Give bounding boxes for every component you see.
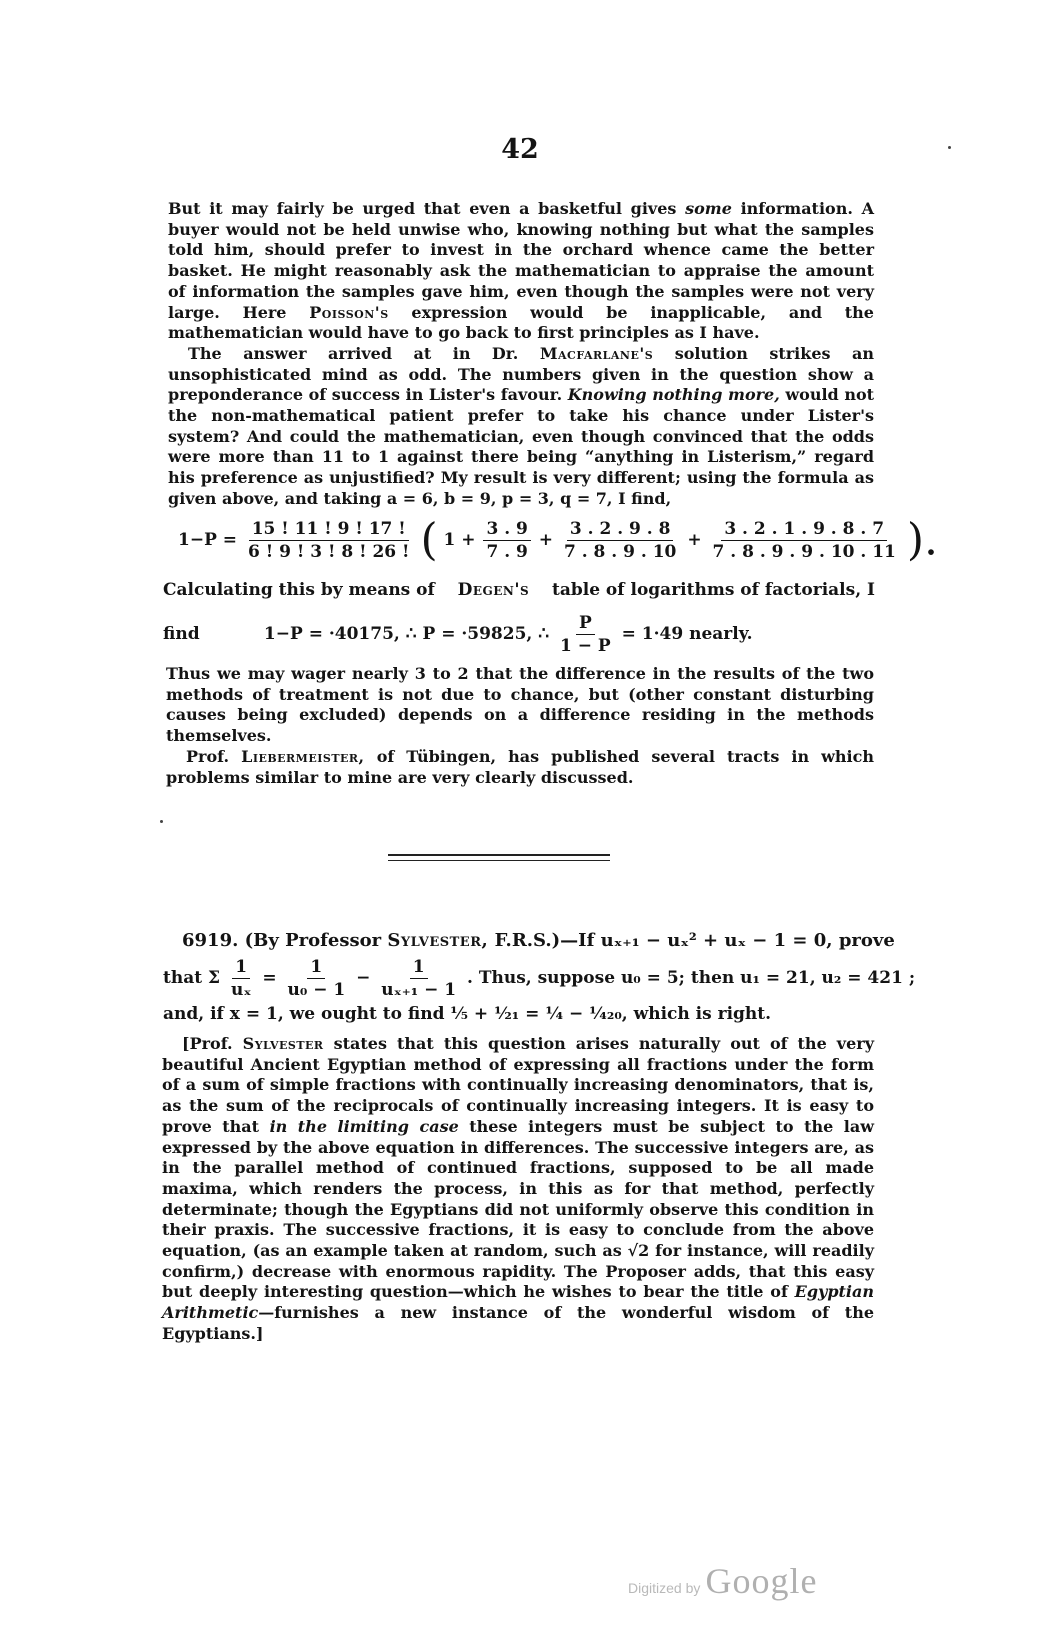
odds-fraction — [557, 612, 614, 657]
para4-text-b: of Tübingen, has published several tracts in which problems similar to mine are very clearly discussed. — [166, 746, 875, 787]
find-word: find — [163, 624, 200, 644]
problem-header — [182, 930, 895, 951]
section-divider-thin — [388, 860, 610, 861]
para2-emphasis: Knowing nothing more, — [567, 385, 780, 405]
poisson-name: Poisson's — [309, 302, 389, 322]
first-reciprocal — [284, 956, 348, 1001]
second-reciprocal-denominator: uₓ₊₁ − 1 — [381, 980, 457, 1000]
calc-text-b: table of logarithms of factorials, I — [551, 580, 875, 600]
eq1-term2-denominator: 7 . 8 . 9 . 10 — [563, 542, 677, 562]
sum-minus: − — [356, 968, 371, 988]
eq1-term3-numerator: 3 . 2 . 1 . 9 . 8 . 7 — [721, 518, 887, 541]
scan-speck — [948, 146, 951, 149]
section-divider — [388, 854, 610, 856]
scan-speck — [160, 820, 163, 823]
para5-emphasis-2: Egyptian Arithmetic — [162, 1282, 874, 1323]
sylvester-name: Sylvester, — [387, 930, 489, 951]
eq1-term1-numerator: 3 . 9 — [483, 518, 530, 541]
para5-text-b: states that this question arises naturally out of the very beautiful Ancient Egyptian method of expressing all fractions under the form of a sum of simple fractions with continually increasing denominators, that is, as the sum of the reciprocals of continually increasing integers. It is easy to prove that — [162, 1034, 874, 1136]
equation-one-minus-p — [178, 514, 938, 566]
sylvester-name-2: Sylvester — [242, 1034, 324, 1053]
para2-text-c: would not the non-mathematical patient prefer to take his chance under Lister's system? And could the mathematician, even though convinced that the odds were more than 11 to 1 against there being “anything in Listerism,” regard his preference as unjustified? My result is very different; using the formula as given above, and taking a = 6, b = 9, p = 3, q = 7, I find, — [168, 385, 875, 508]
second-reciprocal-numerator: 1 — [410, 956, 428, 979]
eq1-left-paren: ( — [420, 514, 438, 566]
problem-number: 6919. — [182, 930, 239, 951]
para1-emphasis: some — [685, 199, 732, 218]
eq1-factorial-fraction — [245, 518, 413, 563]
eq1-term3 — [709, 518, 898, 563]
problem-text-b: F.R.S.)—If uₓ₊₁ − uₓ² + uₓ − 1 = 0, prove — [494, 930, 895, 951]
para4-text-a: Prof. — [186, 746, 230, 766]
para5-text-c: these integers must be subject to the law expressed by the above equation in differences. The successive integers are, as in the parallel method of continued fractions, supposed to be all made maxima, which renders the process, in this as for that method, perfectly determinate; though the Egyptians did not uniformly observe this condition in their praxis. The successive fractions, it is easy to conclude from the above equation, (as an example taken at random, such as √2 for instance, will readily confirm,) decrease with enormous rapidity. The Proposer adds, that this easy but deeply interesting question—which he wishes to bear the title of — [162, 1116, 875, 1302]
liebermeister-name: Liebermeister, — [241, 746, 365, 766]
first-reciprocal-denominator: u₀ − 1 — [287, 980, 346, 1000]
eq1-lhs: 1−P = — [178, 530, 238, 550]
find-values: 1−P = ·40175, ∴ P = ·59825, ∴ — [263, 624, 550, 644]
sum-fraction — [228, 956, 254, 1001]
second-reciprocal — [378, 956, 459, 1001]
that-sigma: that Σ — [163, 968, 221, 988]
problem-text-d: and, if x = 1, we ought to find ⅕ + ¹⁄₂₁ = ¼ − ¹⁄₄₂₀, which is right. — [163, 1004, 772, 1024]
para1-text-b: information. A buyer would not be held unwise who, knowing nothing but what the samples told him, should prefer to invest in the orchard whence came the better basket. He might reasonably ask the mathematician to appraise the amount of information the samples gave him, even though the samples were not very large. Here — [168, 199, 874, 322]
para1-text-c: expression would be inapplicable, and the mathematician would have to go back to first principles as I have. — [168, 302, 874, 343]
paragraph-egyptian — [162, 1034, 874, 1345]
calculation-line — [163, 580, 875, 600]
find-result: = 1·49 nearly. — [621, 624, 753, 644]
calc-text-a: Calculating this by means of — [163, 580, 435, 600]
odds-numerator: P — [576, 612, 595, 635]
eq1-plus-2: + — [687, 530, 702, 550]
google-logo: Google — [705, 1561, 818, 1601]
sum-equals: = — [262, 968, 277, 988]
digitized-by-text: Digitized by — [628, 1580, 701, 1596]
eq1-term2 — [561, 518, 679, 563]
first-reciprocal-numerator: 1 — [307, 956, 325, 979]
problem-example-line — [163, 1004, 771, 1024]
problem-sum-formula — [163, 956, 915, 1001]
paragraph-basketful — [168, 199, 874, 510]
sum-denominator: uₓ — [230, 980, 252, 1000]
eq1-plus-1: + — [538, 530, 554, 550]
sum-numerator: 1 — [232, 956, 250, 979]
eq1-term1-denominator: 7 . 9 — [486, 542, 528, 562]
para5-text-a: [Prof. — [182, 1034, 233, 1053]
para5-text-d: —furnishes a new instance of the wonderful wisdom of the Egyptians.] — [162, 1303, 874, 1343]
problem-text-a: (By Professor — [244, 930, 382, 951]
para2-text-b: solution strikes an unsophisticated mind as odd. The numbers given in the question show a preponderance of success in Lister's favour. — [168, 343, 874, 405]
macfarlane-name: Macfarlane's — [539, 343, 654, 363]
eq1-factorial-numerator: 15 ! 11 ! 9 ! 17 ! — [249, 518, 409, 541]
digitized-by-google-watermark — [628, 1560, 817, 1602]
eq1-factorial-denominator: 6 ! 9 ! 3 ! 8 ! 26 ! — [247, 542, 410, 562]
find-line — [163, 612, 753, 657]
degen-name: Degen's — [457, 580, 530, 600]
paragraph-wager — [166, 664, 874, 788]
eq1-one-plus: 1 + — [443, 530, 476, 550]
para5-emphasis-1: in the limiting case — [269, 1116, 459, 1136]
eq1-term1 — [483, 518, 530, 563]
eq1-term2-numerator: 3 . 2 . 9 . 8 — [567, 518, 674, 541]
para2-text-a: The answer arrived at in Dr. — [188, 343, 519, 363]
problem-text-c: . Thus, suppose u₀ = 5; then u₁ = 21, u₂ = 421 ; — [466, 968, 916, 988]
eq1-right-paren: ). — [906, 514, 938, 566]
para1-text-a: But it may fairly be urged that even a basketful gives — [168, 199, 677, 218]
eq1-term3-denominator: 7 . 8 . 9 . 9 . 10 . 11 — [712, 542, 896, 562]
page-number: 42 — [501, 134, 539, 165]
odds-denominator: 1 − P — [560, 636, 611, 656]
para3-text: Thus we may wager nearly 3 to 2 that the difference in the results of the two methods of treatment is not due to chance, but (other constant disturbing causes being excluded) depends on a difference residing in the methods themselves. — [166, 664, 874, 746]
